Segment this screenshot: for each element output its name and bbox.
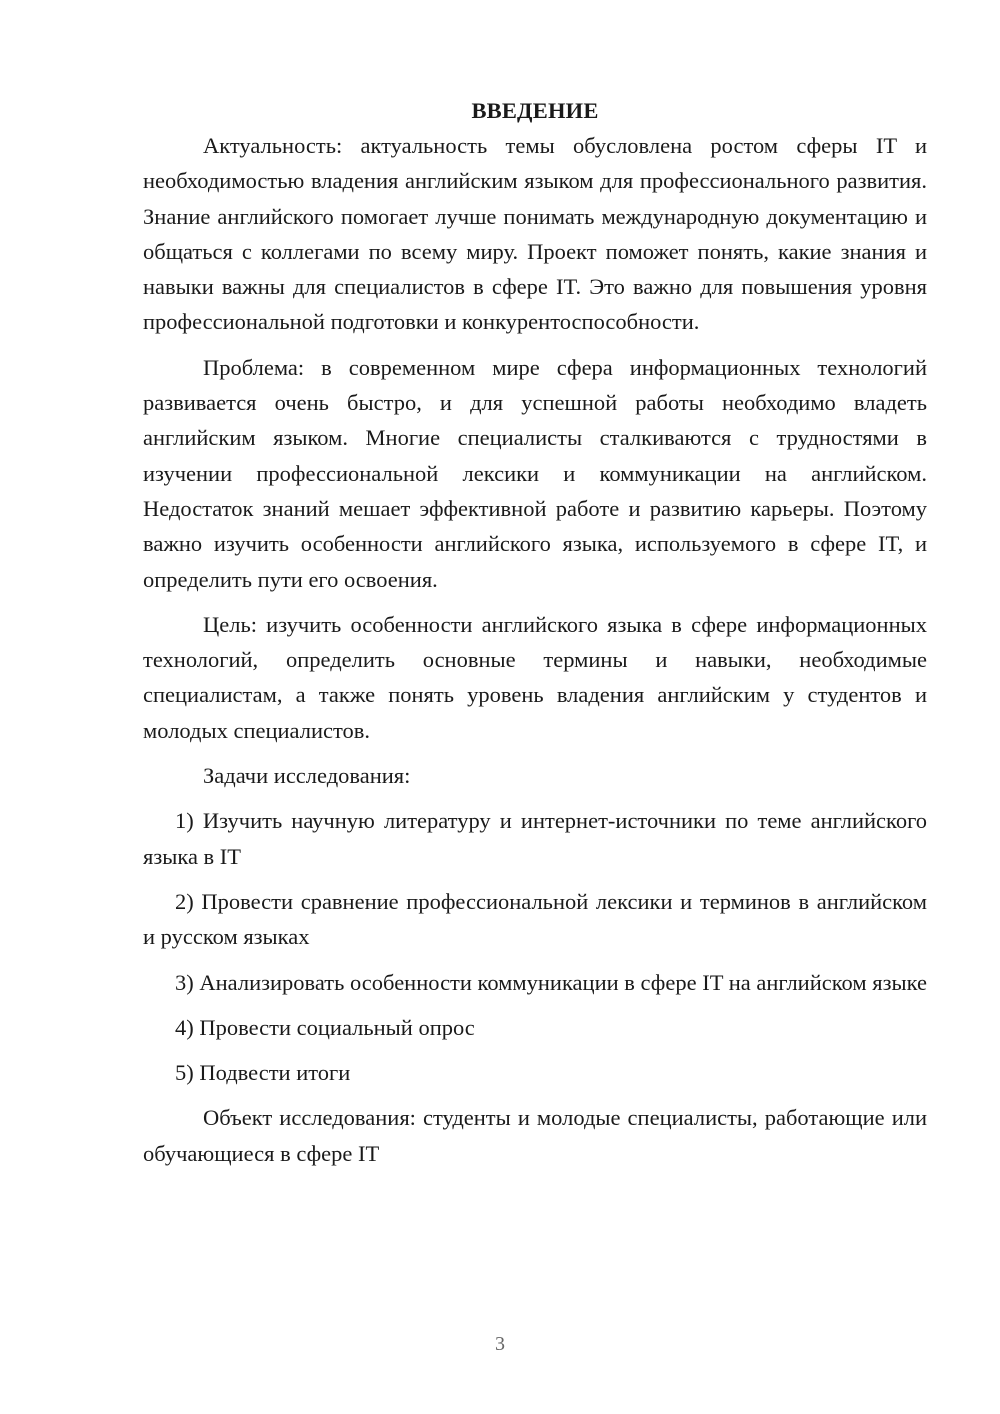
page-number: 3 [495, 1333, 505, 1355]
document-page [143, 93, 927, 1181]
paragraph-relevance: Актуальность: актуальность темы обусловлена ростом сферы IT и необходимостью владения английским языком для профессионального развития. Знание английского помогает лучше понимать международную документацию и общаться с коллегами по всему миру. Проект поможет понять, какие знания и навыки важны для специалистов в сфере IT. Это важно для повышения уровня профессиональной подготовки и конкурентоспособности. [143, 133, 927, 335]
task-item: 3) Анализировать особенности коммуникации в сфере IT на английском языке [175, 969, 927, 995]
task-item: 4) Провести социальный опрос [175, 1014, 475, 1040]
task-item: 2) Провести сравнение профессиональной лексики и терминов в английском и русском языках [143, 888, 927, 950]
paragraph-object: Объект исследования: студенты и молодые специалисты, работающие или обучающиеся в сфере IT [143, 1105, 927, 1166]
task-item: 5) Подвести итоги [175, 1060, 351, 1086]
section-heading: ВВЕДЕНИЕ [471, 98, 599, 123]
paragraph-problem: Проблема: в современном мире сфера информационных технологий развивается очень быстро, и для успешной работы необходимо владеть английским языком. Многие специалисты сталкиваются с трудностями в изучении профессиональной лексики и коммуникации на английском. Недостаток знаний мешает эффективной работе и развитию карьеры. Поэтому важно изучить особенности английского языка, используемого в сфере IT, и определить пути его освоения. [143, 354, 927, 592]
paragraph-goal: Цель: изучить особенности английского языка в сфере информационных технологий, определить основные термины и навыки, необходимые специалистам, а также понять уровень владения английским у студентов и молодых специалистов. [143, 611, 927, 743]
tasks-title: Задачи исследования: [203, 763, 411, 789]
task-item: 1) Изучить научную литературу и интернет-источники по теме английского языка в IT [143, 808, 927, 869]
